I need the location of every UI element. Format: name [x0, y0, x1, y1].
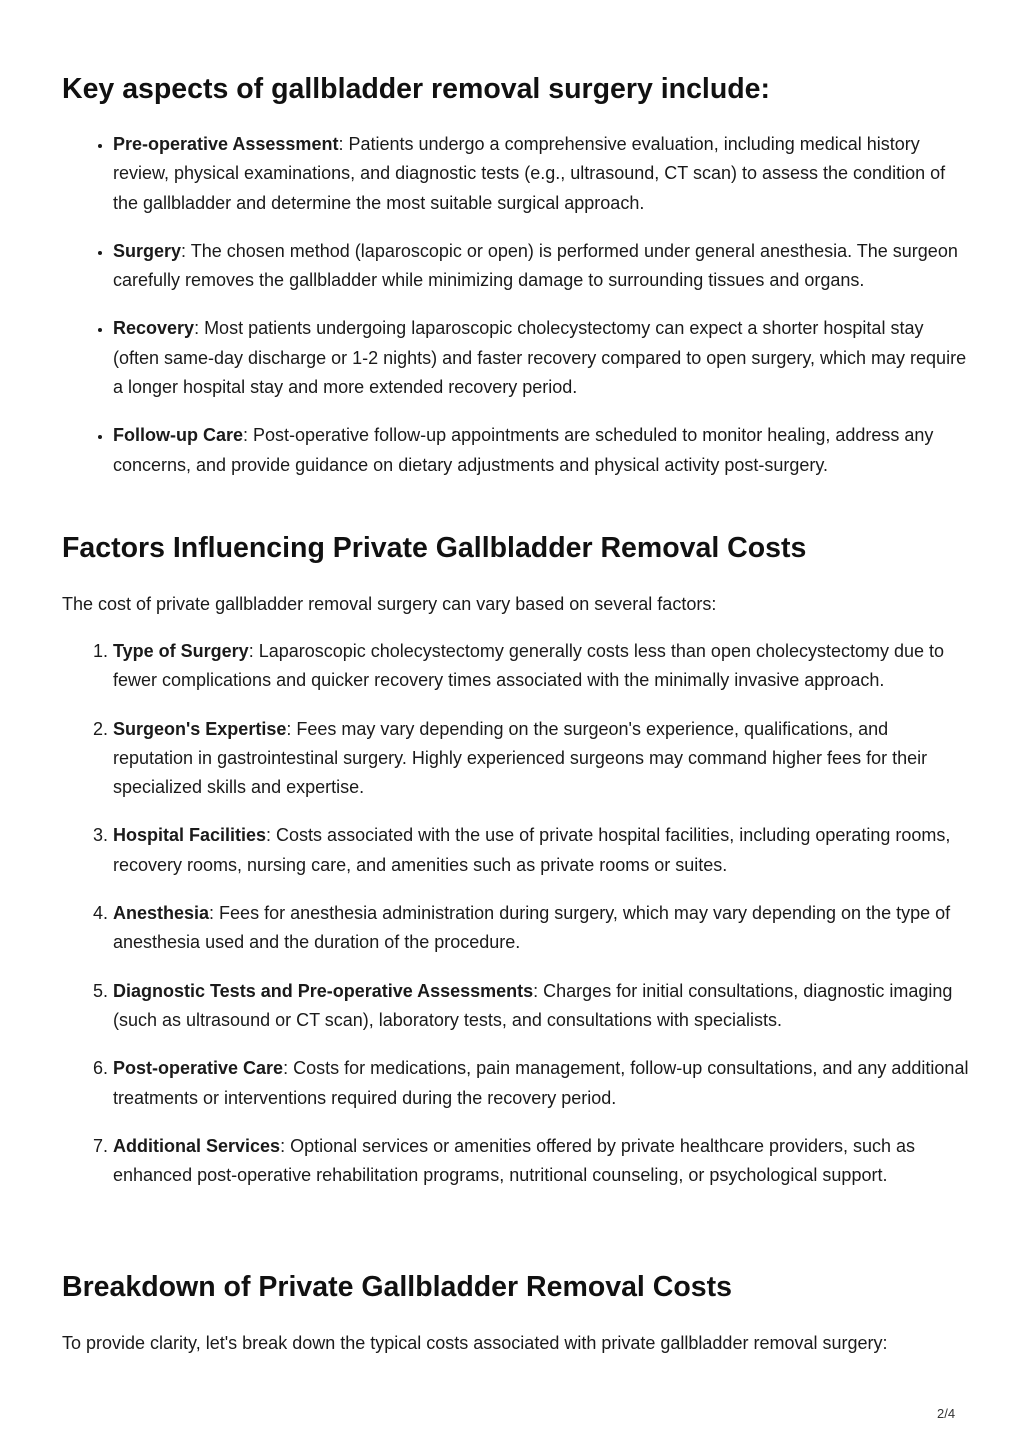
heading-breakdown: Breakdown of Private Gallbladder Removal Costs [62, 1271, 732, 1303]
list-item [113, 421, 972, 480]
page-number: 2/4 [937, 1406, 956, 1421]
list-item-term: Diagnostic Tests and Pre-operative Assessments [113, 980, 534, 1001]
list-item-text: : Optional services or amenities offered by private healthcare providers, such as enhanced post-operative rehabilitation programs, nutritional counseling, or psychological support. [113, 1135, 916, 1186]
list-item [113, 821, 972, 880]
list-item [113, 1132, 972, 1191]
list-item-text: : Most patients undergoing laparoscopic cholecystectomy can expect a shorter hospital stay (often same-day discharge or 1-2 nights) and faster recovery compared to open surgery, which may require a longer hospital stay and more extended recovery period. [113, 318, 967, 398]
heading-key-aspects: Key aspects of gallbladder removal surgery include: [62, 73, 770, 105]
list-item-text: : Costs associated with the use of private hospital facilities, including operating rooms, recovery rooms, nursing care, and amenities such as private rooms or suites. [113, 825, 951, 875]
list-item-term: Surgery [113, 240, 182, 261]
list-item-term: Recovery [113, 318, 195, 339]
list-item [113, 1054, 972, 1113]
list-item-text: : Costs for medications, pain management, follow-up consultations, and any additional treatments or interventions required during the recovery period. [113, 1058, 969, 1108]
heading-factors: Factors Influencing Private Gallbladder Removal Costs [62, 532, 807, 564]
list-item-term: Post-operative Care [113, 1058, 284, 1079]
list-item-term: Hospital Facilities [113, 825, 267, 846]
list-item [113, 637, 972, 696]
list-item-text: : The chosen method (laparoscopic or open) is performed under general anesthesia. The surgeon carefully removes the gallbladder while minimizing damage to surrounding tissues and organs. [113, 240, 958, 291]
list-item-term: Additional Services [113, 1135, 281, 1156]
breakdown-intro: To provide clarity, let's break down the typical costs associated with private gallbladder removal surgery: [62, 1333, 888, 1353]
list-item [113, 314, 972, 402]
list-item [113, 715, 972, 803]
key-aspects-list [62, 130, 972, 499]
list-item-text: : Fees for anesthesia administration during surgery, which may vary depending on the type of anesthesia used and the duration of the procedure. [113, 903, 951, 953]
list-item [113, 237, 972, 296]
list-item-term: Surgeon's Expertise [113, 718, 287, 739]
factors-intro: The cost of private gallbladder removal surgery can vary based on several factors: [62, 594, 717, 614]
list-item-text: : Fees may vary depending on the surgeon's experience, qualifications, and reputation in gastrointestinal surgery. Highly experienced surgeons may command higher fees for their specialized skills and expertise. [113, 718, 928, 798]
list-item-text: : Post-operative follow-up appointments are scheduled to monitor healing, address any concerns, and provide guidance on dietary adjustments and physical activity post-surgery. [113, 425, 934, 475]
list-item [113, 130, 972, 218]
list-item [113, 899, 972, 958]
factors-list [62, 637, 972, 1209]
list-item-term: Type of Surgery [113, 641, 249, 661]
list-item-term: Pre-operative Assessment [113, 134, 339, 154]
list-item-text: : Patients undergo a comprehensive evaluation, including medical history review, physical examinations, and diagnostic tests (e.g., ultrasound, CT scan) to assess the condition of the gallbladder and determine the most suitable surgical approach. [113, 134, 946, 213]
list-item-term: Follow-up Care [113, 425, 243, 446]
list-item-text: : Laparoscopic cholecystectomy generally costs less than open cholecystectomy due to fewer complications and quicker recovery times associated with the minimally invasive approach. [113, 641, 945, 691]
list-item-text: : Charges for initial consultations, diagnostic imaging (such as ultrasound or CT scan), laboratory tests, and consultations with specialists. [113, 980, 953, 1030]
list-item [113, 977, 972, 1036]
list-item-term: Anesthesia [113, 903, 210, 924]
